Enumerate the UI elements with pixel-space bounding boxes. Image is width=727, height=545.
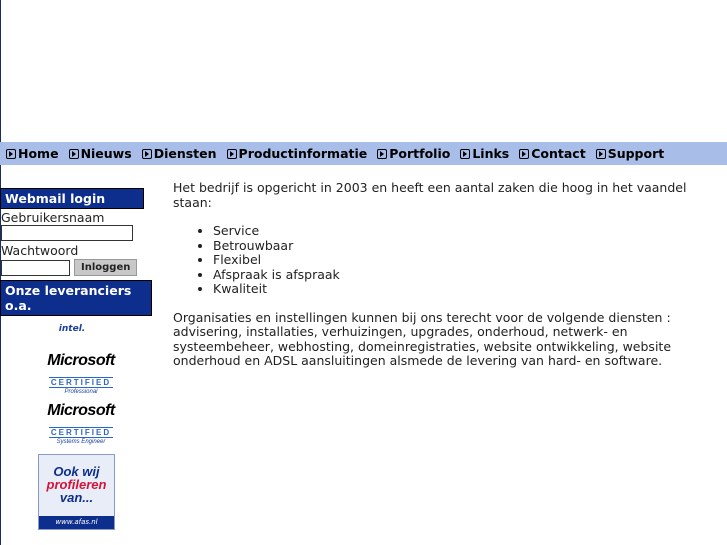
ad-line3: van... bbox=[59, 490, 94, 505]
nav-label: Diensten bbox=[153, 146, 217, 161]
nav-label: Home bbox=[18, 146, 59, 161]
intel-logo[interactable]: intel. bbox=[58, 324, 86, 334]
nav-label: Productinformatie bbox=[238, 146, 368, 161]
nav-label: Support bbox=[607, 146, 665, 161]
arrow-bullet-icon bbox=[6, 149, 16, 159]
services-text: Organisaties en instellingen kunnen bij ons terecht voor de volgende diensten : advisering, installaties, verhuizingen, upgrades, onderhoud, netwerk- en systeembeheer, webhosting, domeinregistraties, website ontwikkeling, website onderhoud en ADSL aansluitingen alsmede de levering van hard- en software. bbox=[173, 309, 672, 368]
username-label: Gebruikersnaam bbox=[1, 210, 105, 225]
nav-contact[interactable] bbox=[519, 146, 585, 161]
list-item: • Flexibel bbox=[213, 253, 727, 268]
nav-home[interactable] bbox=[6, 146, 59, 161]
arrow-bullet-icon bbox=[377, 149, 387, 159]
list-item: • Service bbox=[213, 224, 727, 239]
ad-line1: Ook wij bbox=[53, 464, 100, 479]
ms-cert: CERTIFIED bbox=[50, 378, 112, 387]
main-content bbox=[173, 181, 727, 369]
nav-links[interactable] bbox=[460, 146, 509, 161]
afas-banner[interactable] bbox=[38, 454, 115, 530]
arrow-bullet-icon bbox=[142, 149, 152, 159]
nav-support[interactable] bbox=[596, 146, 665, 161]
ms-cert: CERTIFIED bbox=[50, 428, 112, 437]
ms-sub: Professional bbox=[64, 389, 98, 395]
microsoft-certified-professional-logo[interactable] bbox=[36, 352, 126, 395]
nav-label: Links bbox=[472, 146, 510, 161]
nav-label: Contact bbox=[531, 146, 586, 161]
nav-productinformatie[interactable] bbox=[227, 146, 368, 161]
arrow-bullet-icon bbox=[460, 149, 470, 159]
nav-diensten[interactable] bbox=[142, 146, 217, 161]
username-input[interactable] bbox=[1, 225, 133, 241]
list-item: • Afspraak is afspraak bbox=[213, 268, 727, 283]
password-label: Wachtwoord bbox=[1, 243, 79, 258]
sidebar bbox=[0, 188, 152, 334]
ad-line2: profileren bbox=[46, 477, 107, 492]
nav-label: Nieuws bbox=[80, 146, 132, 161]
webmail-login-header: Webmail login bbox=[0, 188, 144, 209]
arrow-bullet-icon bbox=[227, 149, 237, 159]
arrow-bullet-icon bbox=[596, 149, 606, 159]
ms-sub: Systems Engineer bbox=[56, 439, 106, 445]
intro-text: Het bedrijf is opgericht in 2003 en heeft een aantal zaken die hoog in het vaandel staan: bbox=[173, 180, 687, 210]
ms-brand: Microsoft bbox=[47, 352, 115, 369]
list-item: • Betrouwbaar bbox=[213, 239, 727, 254]
values-list bbox=[173, 224, 727, 297]
nav-label: Portfolio bbox=[389, 146, 451, 161]
login-button[interactable]: Inloggen bbox=[74, 259, 137, 276]
arrow-bullet-icon bbox=[519, 149, 529, 159]
password-input[interactable] bbox=[1, 260, 70, 276]
microsoft-certified-engineer-logo[interactable] bbox=[36, 402, 126, 445]
main-navigation bbox=[0, 142, 727, 165]
nav-portfolio[interactable] bbox=[377, 146, 450, 161]
nav-nieuws[interactable] bbox=[69, 146, 132, 161]
suppliers-header: Onze leveranciers o.a. bbox=[0, 280, 152, 316]
list-item: • Kwaliteit bbox=[213, 282, 727, 297]
arrow-bullet-icon bbox=[69, 149, 79, 159]
ad-url: www.afas.nl bbox=[39, 516, 114, 529]
ms-brand: Microsoft bbox=[47, 402, 115, 419]
